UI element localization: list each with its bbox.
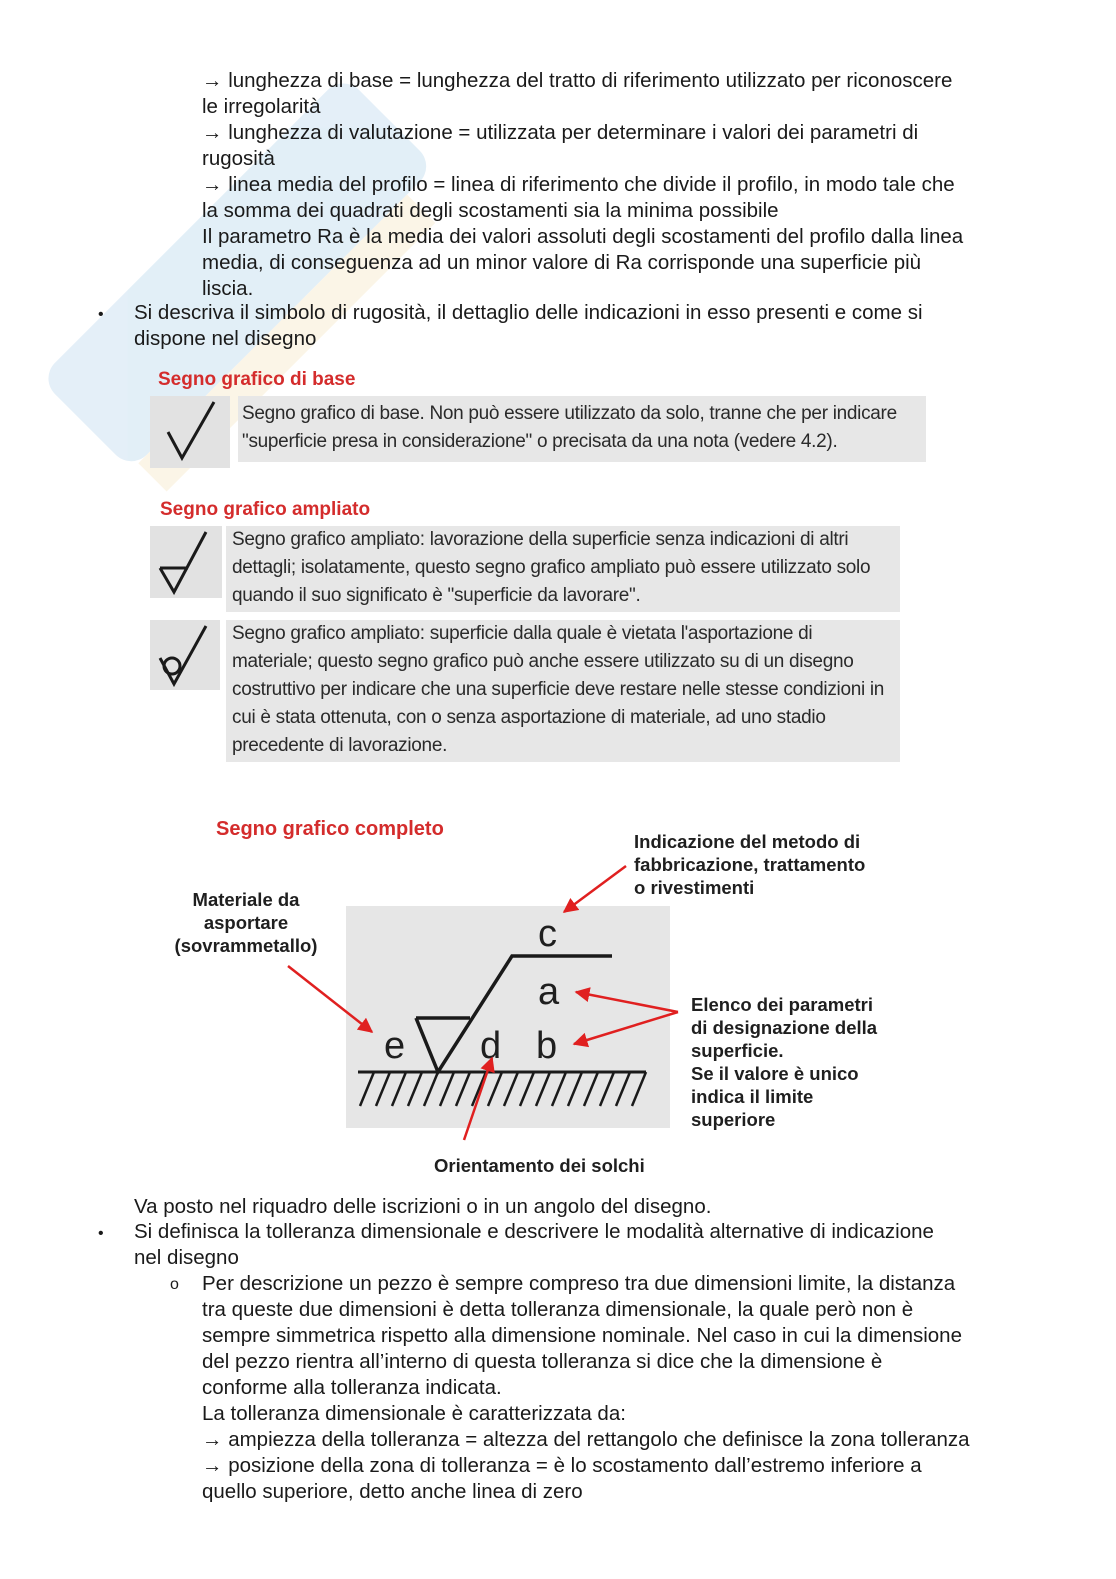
fig-ampliato-title: Segno grafico ampliato: [160, 499, 371, 520]
ampliato-symbol-box-1: [150, 526, 222, 598]
complete-roughness-symbol: [346, 906, 670, 1128]
letter-e: e: [384, 1025, 406, 1067]
letter-a: a: [538, 971, 560, 1013]
fig-ampliato-panel-2: [226, 620, 900, 762]
label-parametri-line: di designazione della: [691, 1017, 878, 1038]
question-line: Si descriva il simbolo di rugosità, il dettaglio delle indicazioni in esso presenti e come si: [134, 301, 923, 324]
label-parametri-line: indica il limite: [691, 1086, 814, 1107]
answer-line: Per descrizione un pezzo è sempre compreso tra due dimensioni limite, la distanza: [202, 1272, 956, 1295]
fig-base-line: "superficie presa in considerazione" o precisata da una nota (vedere 4.2).: [242, 431, 838, 452]
question-line: dispone nel disegno: [134, 327, 317, 350]
fig-ampliato-line: dettagli; isolatamente, questo segno grafico ampliato può essere utilizzato solo: [232, 557, 871, 578]
intro-line: → linea media del profilo = linea di riferimento che divide il profilo, in modo tale che: [202, 173, 955, 196]
answer-line: del pezzo rientra all’interno di questa tolleranza si dice che la dimensione è: [202, 1350, 883, 1373]
label-materiale-line: (sovrammetallo): [174, 935, 318, 956]
ampliato-symbol-box-2: [150, 620, 220, 690]
label-parametri-line: Se il valore è unico: [691, 1063, 859, 1084]
question-line: Si definisca la tolleranza dimensionale e descrivere le modalità alternative di indicazione: [134, 1220, 934, 1243]
answer-line: conforme alla tolleranza indicata.: [202, 1376, 502, 1399]
label-metodo-line: o rivestimenti: [634, 877, 755, 898]
fig-ampliato-line: cui è stata ottenuta, con o senza asportazione di materiale, ad uno stadio: [232, 707, 826, 728]
bullet-marker: •: [98, 306, 104, 323]
base-symbol-box: [150, 396, 230, 468]
answer-line: tra queste due dimensioni è detta tolleranza dimensionale, la quale però non è: [202, 1298, 914, 1321]
fig-base-text: [242, 400, 897, 456]
intro-line: → lunghezza di valutazione = utilizzata per determinare i valori dei parametri di: [202, 121, 919, 144]
intro-line: le irregolarità: [202, 95, 321, 118]
question-dimensional-tolerance: [134, 1219, 934, 1271]
base-symbol-icon: [150, 396, 230, 468]
answer-line: → posizione della zona di tolleranza = è lo scostamento dall’estremo inferiore a: [202, 1454, 922, 1477]
intro-line: → lunghezza di base = lunghezza del tratto di riferimento utilizzato per riconoscere: [202, 69, 953, 92]
machined-surface-icon: [150, 526, 222, 598]
label-materiale: [166, 888, 326, 957]
fig-ampliato-panel-1: [226, 526, 900, 612]
intro-line: liscia.: [202, 277, 254, 300]
complete-symbol-diagram: [346, 906, 670, 1128]
label-metodo-line: Indicazione del metodo di: [634, 831, 861, 852]
fig-ampliato-line: costruttivo per indicare che una superficie deve restare nelle stesse condizioni in: [232, 679, 885, 700]
label-parametri-line: superiore: [691, 1109, 776, 1130]
placement-note: Va posto nel riquadro delle iscrizioni o in un angolo del disegno.: [134, 1195, 712, 1218]
fig-ampliato-line: quando il suo significato è "superficie da lavorare".: [232, 585, 641, 606]
answer-line: → ampiezza della tolleranza = altezza del rettangolo che definisce la zona tolleranza: [202, 1428, 970, 1451]
question-line: nel disegno: [134, 1246, 239, 1269]
answer-line: sempre simmetrica rispetto alla dimensione nominale. Nel caso in cui la dimensione: [202, 1324, 962, 1347]
fig-ampliato-line: Segno grafico ampliato: lavorazione della superficie senza indicazioni di altri: [232, 529, 849, 550]
question-roughness-symbol: [134, 300, 923, 352]
label-metodo-line: fabbricazione, trattamento: [634, 854, 866, 875]
fig-base-title: Segno grafico di base: [158, 369, 356, 390]
sub-bullet-marker: o: [170, 1276, 179, 1293]
fig-base-panel: [238, 396, 926, 462]
answer-line: quello superiore, detto anche linea di zero: [202, 1480, 583, 1503]
fig-ampliato-line: materiale; questo segno grafico può anche essere utilizzato su di un disegno: [232, 651, 854, 672]
fig-ampliato-line: Segno grafico ampliato: superficie dalla quale è vietata l'asportazione di: [232, 623, 813, 644]
label-parametri-line: superficie.: [691, 1040, 784, 1061]
fig-completo-title: Segno grafico completo: [216, 818, 444, 840]
label-materiale-line: asportare: [203, 912, 289, 933]
letter-d: d: [480, 1025, 502, 1067]
fig-ampliato-line: precedente di lavorazione.: [232, 735, 448, 756]
no-removal-surface-icon: [150, 620, 220, 690]
bullet-marker: •: [98, 1225, 104, 1242]
label-parametri-line: Elenco dei parametri: [691, 994, 873, 1015]
intro-line: Il parametro Ra è la media dei valori assoluti degli scostamenti del profilo dalla linea: [202, 225, 964, 248]
label-materiale-line: Materiale da: [192, 889, 300, 910]
letter-c: c: [538, 913, 557, 955]
answer-line: La tolleranza dimensionale è caratterizzata da:: [202, 1402, 626, 1425]
intro-line: media, di conseguenza ad un minor valore di Ra corrisponde una superficie più: [202, 251, 922, 274]
label-metodo: [634, 830, 865, 899]
letter-b: b: [536, 1025, 558, 1067]
intro-text: [202, 68, 963, 302]
label-parametri: [691, 993, 877, 1131]
fig-base-line: Segno grafico di base. Non può essere utilizzato da solo, tranne che per indicare: [242, 403, 897, 424]
intro-line: rugosità: [202, 147, 275, 170]
answer-dimensional-tolerance: [202, 1271, 970, 1505]
fig-ampliato-text-2: [232, 620, 884, 760]
label-orientamento: Orientamento dei solchi: [434, 1155, 645, 1176]
intro-line: la somma dei quadrati degli scostamenti sia la minima possibile: [202, 199, 779, 222]
fig-ampliato-text-1: [232, 526, 870, 610]
